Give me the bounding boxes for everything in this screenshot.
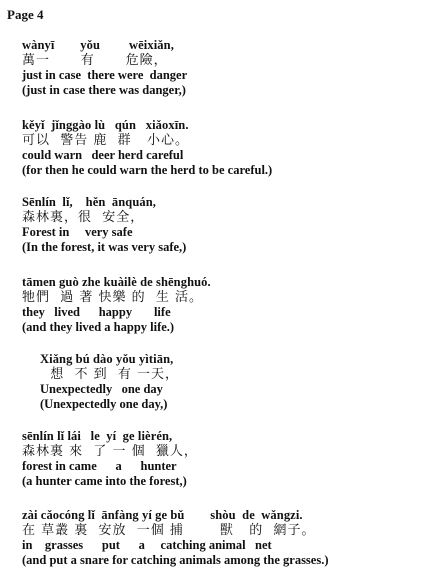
pinyin-line: sēnlín lǐ lái le yí ge lièrén, xyxy=(22,429,173,443)
chinese-line: 萬一 有 危險， xyxy=(22,53,168,68)
stanza-3 xyxy=(22,195,422,255)
chinese-line: 可以 警告 鹿 群 小心。 xyxy=(22,133,190,148)
chinese-line: 想 不 到 有 一天， xyxy=(40,367,180,382)
pinyin-line: wànyī yǒu wēixiǎn, xyxy=(22,38,174,52)
translation-line: (and they lived a happy life.) xyxy=(22,320,175,334)
translation-line: (In the forest, it was very safe,) xyxy=(22,240,187,254)
translation-line: (and put a snare for catching animals among the grasses.) xyxy=(22,553,329,567)
gloss-line: they lived happy life xyxy=(22,305,171,319)
pinyin-line: zài cǎocóng lǐ ānfàng yí ge bǔ shòu de wǎngzi. xyxy=(22,508,303,522)
chinese-line: 森林裏，很 安全， xyxy=(22,210,145,225)
gloss-line: could warn deer herd careful xyxy=(22,148,184,162)
translation-line: (Unexpectedly one day,) xyxy=(40,397,168,411)
chinese-line: 牠們 過 著 快樂 的 生 活。 xyxy=(22,290,204,305)
page-label: Page 4 xyxy=(7,7,44,22)
stanza-7 xyxy=(22,508,422,568)
translation-line: (for then he could warn the herd to be careful.) xyxy=(22,163,273,177)
gloss-line: Forest in very safe xyxy=(22,225,133,239)
gloss-line: in grasses put a catching animal net xyxy=(22,538,272,552)
pinyin-line: Xiǎng bú dào yǒu yìtiān, xyxy=(40,352,174,366)
pinyin-line: kěyǐ jǐnggào lù qún xiǎoxīn. xyxy=(22,118,189,132)
gloss-line: forest in came a hunter xyxy=(22,459,177,473)
gloss-line: Unexpectedly one day xyxy=(40,382,163,396)
chinese-line: 森林裏 來 了 一 個 獵人， xyxy=(22,444,198,459)
stanza-6 xyxy=(22,429,422,489)
translation-line: (a hunter came into the forest,) xyxy=(22,474,187,488)
stanza-2 xyxy=(22,118,422,178)
pinyin-line: tāmen guò zhe kuàilè de shēnghuó. xyxy=(22,275,211,289)
stanza-5 xyxy=(40,352,425,412)
translation-line: (just in case there was danger,) xyxy=(22,83,186,97)
gloss-line: just in case there were danger xyxy=(22,68,188,82)
chinese-line: 在 草叢 裏 安放 一個 捕 獸 的 網子。 xyxy=(22,523,316,538)
stanza-1 xyxy=(22,38,422,98)
pinyin-line: Sēnlín lǐ, hěn ānquán, xyxy=(22,195,157,209)
stanza-4 xyxy=(22,275,422,335)
